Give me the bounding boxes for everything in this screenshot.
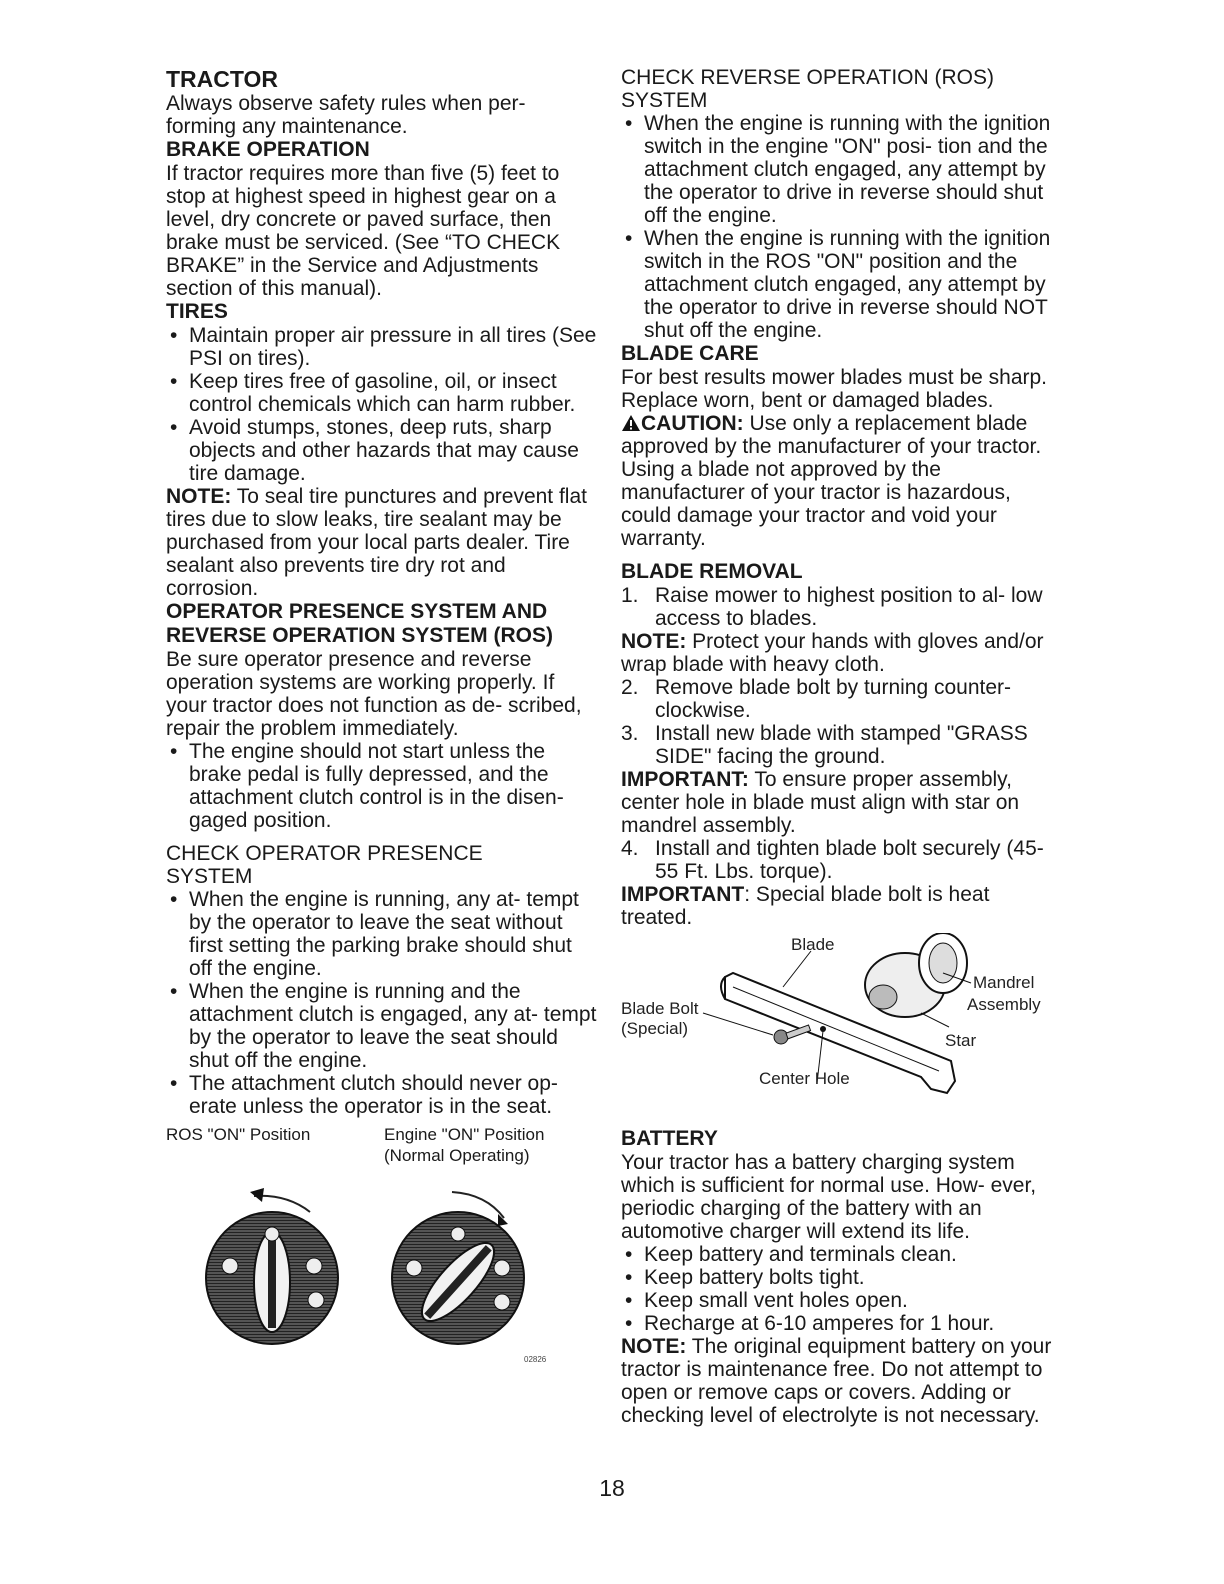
section-title: TRACTOR bbox=[166, 66, 279, 92]
ros-on-label: ROS "ON" Position bbox=[166, 1125, 311, 1144]
list-item: • When the engine is running, any at- tempt by the operator to leave the seat without first setting the parking brake should shut off the engine. bbox=[166, 888, 598, 980]
blade-bolt-label: Blade Bolt bbox=[621, 999, 699, 1018]
step-item bbox=[621, 676, 1061, 722]
important-text: To ensure proper assembly, center hole in blade must align with star on mandrel assembly. bbox=[621, 768, 1020, 837]
list-item: • The attachment clutch should never op- erate unless the operator is in the seat. bbox=[166, 1072, 598, 1118]
step-item bbox=[621, 722, 1061, 768]
mandrel-label: Mandrel bbox=[973, 973, 1035, 992]
tires-list bbox=[166, 324, 598, 485]
ros-on-switch-image bbox=[192, 1174, 352, 1354]
page-number: 18 bbox=[599, 1475, 625, 1501]
caution-paragraph bbox=[621, 412, 1061, 550]
note-label: NOTE: bbox=[621, 630, 687, 653]
assembly-label: Assembly bbox=[967, 995, 1041, 1014]
battery-heading: BATTERY bbox=[621, 1127, 718, 1150]
normal-operating-label: (Normal Operating) bbox=[384, 1146, 530, 1165]
important-note-1 bbox=[621, 768, 1061, 837]
list-item: • Keep battery bolts tight. bbox=[621, 1266, 1061, 1289]
special-label: (Special) bbox=[621, 1019, 689, 1038]
check-operator-heading: CHECK OPERATOR PRESENCE SYSTEM bbox=[166, 842, 483, 888]
star-label: Star bbox=[945, 1031, 977, 1050]
tire-note bbox=[166, 485, 598, 600]
note-text: To seal tire punctures and prevent flat tires due to slow leaks, tire sealant may be purchased from your local parts dealer. Tire sealant also prevents tire dry rot and corrosion. bbox=[166, 485, 587, 600]
blade-diagram bbox=[621, 933, 1061, 1117]
battery-note bbox=[621, 1335, 1061, 1427]
brake-text: If tractor requires more than five (5) feet to stop at highest speed in highest gear on a level, dry concrete or paved surface, then brake must be serviced. (See “TO CHECK BRAKE” in the Service and Adjustments section of this manual). bbox=[166, 162, 561, 300]
warning-icon bbox=[621, 414, 641, 432]
ops-heading-line1: OPERATOR PRESENCE SYSTEM AND bbox=[166, 600, 548, 623]
step-number: 4. bbox=[621, 837, 639, 860]
blade-removal-steps-3 bbox=[621, 837, 1061, 883]
list-item: • When the engine is running and the attachment clutch is engaged, any at- tempt by the operator to leave the seat should shut off the engine. bbox=[166, 980, 598, 1072]
check-ros-list bbox=[621, 112, 1061, 342]
tires-heading: TIRES bbox=[166, 300, 228, 323]
ops-heading bbox=[166, 600, 598, 648]
step-number: 2. bbox=[621, 676, 639, 699]
blade-care-heading: BLADE CARE bbox=[621, 342, 759, 365]
check-operator-list bbox=[166, 888, 598, 1118]
ops-list bbox=[166, 740, 598, 832]
ops-text: Be sure operator presence and reverse operation systems are working properly. If your tractor does not function as de- scribed, repair the problem immediately. bbox=[166, 648, 582, 740]
blade-care-text: For best results mower blades must be sharp. Replace worn, bent or damaged blades. bbox=[621, 366, 1048, 412]
list-item: • Keep small vent holes open. bbox=[621, 1289, 1061, 1312]
note-label: NOTE: bbox=[166, 485, 232, 508]
engine-on-switch-image bbox=[374, 1174, 554, 1364]
list-item: • Avoid stumps, stones, deep ruts, sharp objects and other hazards that may cause tire damage. bbox=[166, 416, 598, 485]
step-number: 1. bbox=[621, 584, 639, 607]
check-ros-heading: CHECK REVERSE OPERATION (ROS) SYSTEM bbox=[621, 66, 994, 112]
blade-label: Blade bbox=[791, 935, 835, 954]
list-item: • Keep battery and terminals clean. bbox=[621, 1243, 1061, 1266]
battery-text: Your tractor has a battery charging system which is sufficient for normal use. How- ever, periodic charging of the battery with an automotive charger will extend its life. bbox=[621, 1151, 1037, 1243]
center-hole-label: Center Hole bbox=[759, 1069, 850, 1088]
list-item: • When the engine is running with the ignition switch in the ROS "ON" position and the attachment clutch engaged, any attempt by the operator to drive in reverse should NOT shut off the engine. bbox=[621, 227, 1061, 342]
step-item bbox=[621, 584, 1061, 630]
important-note-2 bbox=[621, 883, 1061, 929]
note-text: Protect your hands with gloves and/or wrap blade with heavy cloth. bbox=[621, 630, 1044, 676]
list-item: • Keep tires free of gasoline, oil, or insect control chemicals which can harm rubber. bbox=[166, 370, 598, 416]
caution-text: Use only a replacement blade approved by the manufacturer of your tractor. Using a blade not approved by the manufacturer of your tractor is hazardous, could damage your tractor and void your warranty. bbox=[621, 412, 1042, 550]
battery-list bbox=[621, 1243, 1061, 1335]
step-text: Install new blade with stamped "GRASS SIDE" facing the ground. bbox=[655, 722, 1028, 768]
step-item bbox=[621, 837, 1061, 883]
list-item: • Recharge at 6-10 amperes for 1 hour. bbox=[621, 1312, 1061, 1335]
ignition-switch-figure bbox=[166, 1174, 598, 1394]
blade-note bbox=[621, 630, 1061, 676]
blade-removal-heading: BLADE REMOVAL bbox=[621, 560, 803, 583]
brake-heading: BRAKE OPERATION bbox=[166, 138, 370, 161]
engine-on-label: Engine "ON" Position bbox=[384, 1125, 545, 1144]
list-item: • The engine should not start unless the brake pedal is fully depressed, and the attachment clutch control is in the disen- gaged position. bbox=[166, 740, 598, 832]
step-text: Install and tighten blade bolt securely (45-55 Ft. Lbs. torque). bbox=[655, 837, 1044, 883]
important-text: : Special blade bolt is heat treated. bbox=[621, 883, 990, 929]
figure-code: 02826 bbox=[524, 1355, 547, 1364]
blade-removal-steps-2 bbox=[621, 676, 1061, 768]
left-column bbox=[166, 66, 598, 1394]
step-number: 3. bbox=[621, 722, 639, 745]
ops-heading-line2: REVERSE OPERATION SYSTEM (ROS) bbox=[166, 624, 553, 647]
important-label: IMPORTANT: bbox=[621, 768, 749, 791]
list-item: • When the engine is running with the ignition switch in the engine "ON" posi- tion and the attachment clutch engaged, any attempt by the operator to drive in reverse should shut off the engine. bbox=[621, 112, 1061, 227]
important-label: IMPORTANT bbox=[621, 883, 745, 906]
note-label: NOTE: bbox=[621, 1335, 687, 1358]
blade-removal-steps bbox=[621, 584, 1061, 630]
right-column bbox=[621, 66, 1061, 1427]
step-text: Remove blade bolt by turning counter- clockwise. bbox=[655, 676, 1012, 722]
caution-label: CAUTION: bbox=[641, 412, 744, 435]
switch-figure-labels bbox=[166, 1124, 598, 1174]
list-item: • Maintain proper air pressure in all tires (See PSI on tires). bbox=[166, 324, 598, 370]
note-text: The original equipment battery on your tractor is maintenance free. Do not attempt to open or remove caps or covers. Adding or checking level of electrolyte is not necessary. bbox=[621, 1335, 1052, 1427]
step-text: Raise mower to highest position to al- low access to blades. bbox=[655, 584, 1043, 630]
intro-text: Always observe safety rules when per- forming any maintenance. bbox=[166, 92, 526, 138]
